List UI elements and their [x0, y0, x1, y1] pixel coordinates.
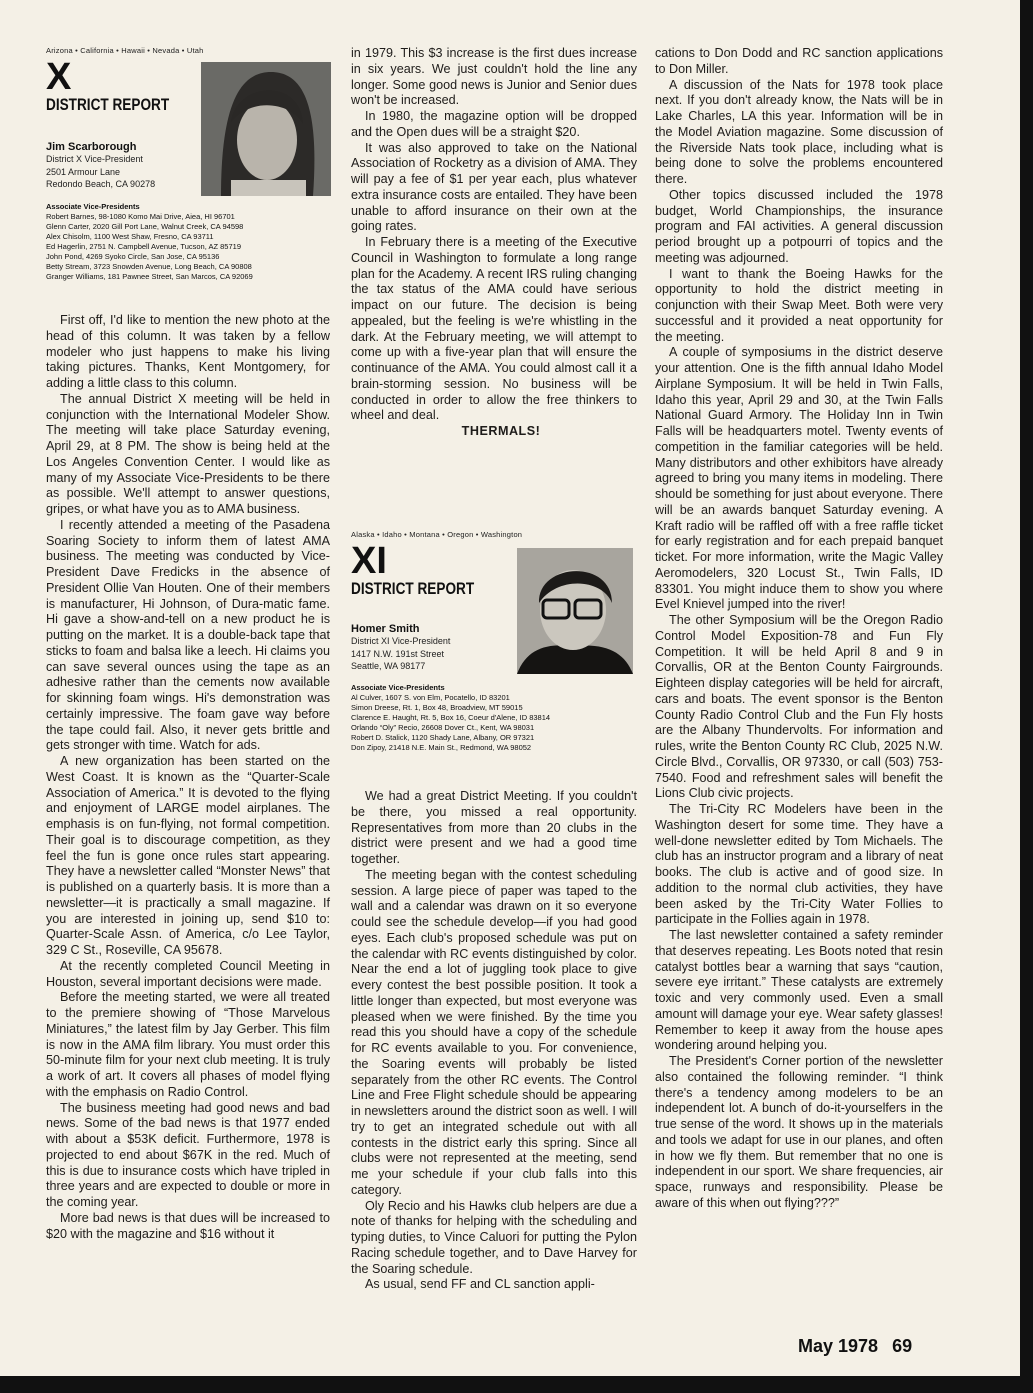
issue-date: May 1978 — [798, 1336, 879, 1356]
paragraph: The Tri-City RC Modelers have been in the Washington desert for some time. They have a well-done newsletter edited by Tom Michaels. The club has an instructor program and a library of neat books. The club is active and of good size. In addition to the normal club activities, they have been asked by the Tri-City Water Follies to participate in the Follies again in 1978. — [655, 802, 943, 927]
district-xi-vp-address1: 1417 N.W. 191st Street — [351, 648, 445, 659]
paragraph: cations to Don Dodd and RC sanction applications to Don Miller. — [655, 46, 943, 76]
paragraph: The President's Corner portion of the newsletter also contained the following reminder. “I think there's a tendency among modelers to be an independent lot. A bunch of do-it-yourselfers in the true sense of the word. It shows up in the materials and tools we adapt for use in our planes, and often in how we fly them. But remember that no one is independent in our sport. We share frequencies, air space, runways and responsibility. Please be aware of this when out flying???” — [655, 1054, 943, 1210]
page-footer — [798, 1336, 926, 1357]
paragraph: in 1979. This $3 increase is the first dues increase in six years. We just couldn't hold the line any longer. Some good news is Junior and Senior dues won't be increased. — [351, 46, 637, 108]
paragraph: I want to thank the Boeing Hawks for the opportunity to hold the district meeting in conjunction with their Swap Meet. Both were very successful and it provided a neat opportunity for the meeting. — [655, 266, 943, 344]
district-xi-vp-address2: Seattle, WA 98177 — [351, 661, 426, 671]
district-xi-vp-title: District XI Vice-President — [351, 636, 451, 646]
district-xi-title: DISTRICT REPORT — [351, 579, 475, 598]
district-x-body — [46, 313, 330, 1242]
associate-item: Alex Chisolm, 1100 West Shaw, Fresno, CA 93711 — [46, 231, 214, 241]
associate-item: Clarence E. Haught, Rt. 5, Box 16, Coeur d'Alene, ID 83814 — [351, 712, 551, 722]
district-xi-body-continued — [655, 46, 943, 1212]
page-number: 69 — [892, 1336, 913, 1356]
paragraph: I recently attended a meeting of the Pasadena Soaring Society to inform them of latest AMA business. The meeting was conducted by Vice-President Dave Fredicks in the absence of President Ollie Van Houten. One of their members is manufacturer, Hi Johnson, of Dura-matic fame. Hi gave a show-and-tell on a new product he is putting on the market. It is a double-back tape that sticks to foam and balsa like a leech. Hi claims you can save several ounces using the tape as an adhesive rather than the cements now available for skinning foam wings. Hi's demonstration was certainly impressive. The foam gave way before the tape could fail. Also, it never gets brittle and gets stronger with time. Watch for ads. — [46, 517, 330, 753]
paragraph: In February there is a meeting of the Executive Council in Washington to formulate a long range plan for the Academy. A recent IRS ruling changing the tax status of the AMA could have serious impact on our future. The decision is being appealed, but the feeling is we're whistling in the dark. At the February meeting, we will attempt to come up with a five-year plan that will ensure the continuance of the AMA. You could almost call it a brain-storming session. No business will be conducted in order to allow the free thinkers to wheel and deal. — [351, 235, 637, 423]
district-xi-body — [351, 789, 637, 1293]
district-x-numeral: X — [46, 56, 72, 98]
district-xi-states: Alaska • Idaho • Montana • Oregon • Washington — [351, 530, 523, 539]
associate-item: Ed Hagerlin, 2751 N. Campbell Avenue, Tucson, AZ 85719 — [46, 241, 241, 251]
associates-heading: Associate Vice-Presidents — [46, 201, 140, 211]
paragraph: Before the meeting started, we were all treated to the premiere showing of “Those Marvelous Miniatures,” the latest film by Jay Gerber. This film is now in the AMA film library. You must order this 50-minute film for your next club meeting. It is truly a work of art. It covers all phases of model flying with the emphasis on Radio Control. — [46, 990, 330, 1099]
associates-heading: Associate Vice-Presidents — [351, 682, 445, 692]
paragraph: The last newsletter contained a safety reminder that deserves repeating. Les Boots noted that resin catalyst bottles bear a warning that says “caution, severe eye irritant.” These catalysts are extremely toxic and very commonly used. Even a small amount will damage your eye. Wear safety glasses! Remember to keep it away from the house apes wondering around helping you. — [655, 928, 943, 1053]
vp-portrait-photo — [201, 62, 331, 196]
district-x-states: Arizona • California • Hawaii • Nevada • Utah — [46, 46, 204, 55]
paragraph: A new organization has been started on the West Coast. It is known as the “Quarter-Scale Association of America.” It is devoted to the flying and enjoyment of LARGE model airplanes. The emphasis is on fun-flying, not formal competition. Their goal is to discourage competition, as they feel the fun is gone once rules start appearing. They have a newsletter called “Monster News” that is published on a quarterly basis. It is more than a newsletter—it is practically a small magazine. If you are interested in joining up, send $10 to: Quarter-Scale Assn. of America, c/o Lee Taylor, 329 C St., Roseville, CA 95678. — [46, 754, 330, 957]
associate-item: Don Zipoy, 21418 N.E. Main St., Redmond, WA 98052 — [351, 742, 532, 752]
district-x-vp-address2: Redondo Beach, CA 90278 — [46, 179, 156, 189]
paragraph: It was also approved to take on the National Association of Rocketry as a division of AMA. They will pay a fee of $1 per year each, plus whatever extra insurance costs are entailed. They have been unable to afford insurance on their own at the going rates. — [351, 140, 637, 234]
paragraph: First off, I'd like to mention the new photo at the head of this column. It was taken by a fellow modeler who just happens to make his living taking pictures. Thanks, Kent Montgomery, for adding a little class to this column. — [46, 313, 330, 390]
paragraph: As usual, send FF and CL sanction appli- — [365, 1277, 595, 1292]
district-x-vp-name: Jim Scarborough — [46, 141, 137, 153]
district-x-vp-title: District X Vice-President — [46, 154, 143, 164]
associate-item: Robert D. Stalick, 1120 Shady Lane, Albany, OR 97321 — [351, 732, 535, 742]
paragraph: The business meeting had good news and bad news. Some of the bad news is that 1977 ended with about a $53K deficit. Furthermore, 1978 is projected to end about $67K in the red. Much of this is due to insurance costs which have tripled in three years and are expected to double or more in the coming year. — [46, 1100, 330, 1209]
vp-portrait-photo — [517, 548, 633, 674]
paragraph: More bad news is that dues will be increased to $20 with the magazine and $16 without it — [46, 1210, 330, 1241]
associate-item: Simon Dreese, Rt. 1, Box 48, Broadview, MT 59015 — [351, 702, 523, 712]
associate-item: Betty Stream, 3723 Snowden Avenue, Long Beach, CA 90808 — [46, 261, 252, 271]
district-xi-associates — [351, 683, 641, 753]
district-x-title: DISTRICT REPORT — [46, 95, 170, 114]
signoff: THERMALS! — [461, 424, 541, 438]
paragraph: In 1980, the magazine option will be dropped and the Open dues will be a straight $20. — [351, 109, 637, 139]
associate-item: John Pond, 4269 Syoko Circle, San Jose, CA 95136 — [46, 251, 220, 261]
district-x-body-continued — [351, 46, 637, 440]
district-xi-vp-name: Homer Smith — [351, 623, 420, 635]
paragraph: Oly Recio and his Hawks club helpers are due a note of thanks for helping with the scheduling and typing duties, to Vince Caluori for putting the Pylon Racing schedule together, and to Dave Harvey for the Soaring schedule. — [351, 1198, 637, 1276]
paragraph: The meeting began with the contest scheduling session. A large piece of paper was taped to the wall and a calendar was drawn on it so everyone could see the schedule develop—if you had good eyes. Each club's proposed schedule was put on the calendar with RC events distinguished by color. Near the end a lot of juggling took place to give every contest the best possible position. It took a little longer than expected, but most everyone was pleased when we were finished. By the time you read this you should have a copy of the schedule for RC events available to you. For convenience, the Soaring events will probably be listed separately from the other RC events. The Control Line and Free Flight schedule should be appearing in newsletters around the district soon as well. I will try to get an integrated schedule out with all contests in the district early this spring. Since all clubs were not represented at the meeting, send me your schedule if your club falls into this category. — [351, 867, 637, 1197]
paragraph: The other Symposium will be the Oregon Radio Control Model Exposition-78 and Fun Fly Competition. It will be held April 8 and 9 in Corvallis, OR at the Benton County Fairgrounds. Eighteen display categories will be held for aircraft, cars and boats. The event sponsor is the Benton County Radio Control Club and the Fun Fly hosts are the Albany Thundervolts. For information and rules, write the Benton County RC Club, 2025 N.W. Circle Blvd., Corvallis, OR 97330, or call (503) 753-7540. Food and refreshment sales will benefit the Lions Club civic projects. — [655, 613, 943, 801]
paragraph: Other topics discussed included the 1978 budget, World Championships, the insurance program and FAI activities. A general discussion period brought up a potpourri of topics and the meeting was adjourned. — [655, 187, 943, 265]
paragraph: At the recently completed Council Meeting in Houston, several important decisions were made. — [46, 958, 330, 989]
district-x-vp-address1: 2501 Armour Lane — [46, 166, 121, 177]
associate-item: Glenn Carter, 2020 Gill Port Lane, Walnut Creek, CA 94598 — [46, 221, 244, 231]
district-xi-numeral: XI — [351, 540, 387, 582]
paragraph: A couple of symposiums in the district deserve your attention. One is the fifth annual Idaho Model Airplane Symposium. It will be held in Twin Falls, Idaho this year, April 29 and 30, at the Twin Falls National Guard Armory. The Holiday Inn in Twin Falls will be headquarters motel. Twenty events of competition in the familiar categories will be held. Many distributors and other exhibitors have already agreed to bring you many items in modeling. There should be something for just about everyone. There will be an awards banquet Saturday evening. A Kraft radio will be raffled off with a free raffle ticket for early registration and for each prepaid banquet ticket. For more information, write the Magic Valley Aeromodelers, 320 Locust St., Twin Falls, ID 83301. You might induce them to show you where Evel Knievel jumped into the river! — [655, 345, 943, 612]
associate-item: Robert Barnes, 98-1080 Komo Mai Drive, Aiea, HI 96701 — [46, 211, 235, 221]
associate-item: Al Culver, 1607 S. von Elm, Pocatello, ID 83201 — [351, 692, 510, 702]
paragraph: A discussion of the Nats for 1978 took place next. If you don't already know, the Nats will be in Lake Charles, LA this year. Information will be in the Model Aviation magazine. Some discussion of the Riverside Nats took place, including what is being done to solve the problems encountered there. — [655, 77, 943, 186]
associate-item: Orlando “Oly” Recio, 26608 Dover Ct., Kent, WA 98031 — [351, 722, 535, 732]
paragraph: The annual District X meeting will be held in conjunction with the International Modeler Show. The meeting will take place Saturday evening, April 29, at 8 PM. The show is being held at the Los Angeles Convention Center. I would like as many of my Associate Vice-Presidents to be there as possible. We'll attempt to answer questions, gripes, or what have you as to AMA business. — [46, 391, 330, 516]
paragraph: We had a great District Meeting. If you couldn't be there, you missed a real opportunity. Representatives from more than 20 clubs in the district were present and we had a good time together. — [351, 789, 637, 866]
district-x-associates — [46, 202, 336, 282]
associate-item: Granger Williams, 181 Pawnee Street, San Marcos, CA 92069 — [46, 271, 253, 281]
